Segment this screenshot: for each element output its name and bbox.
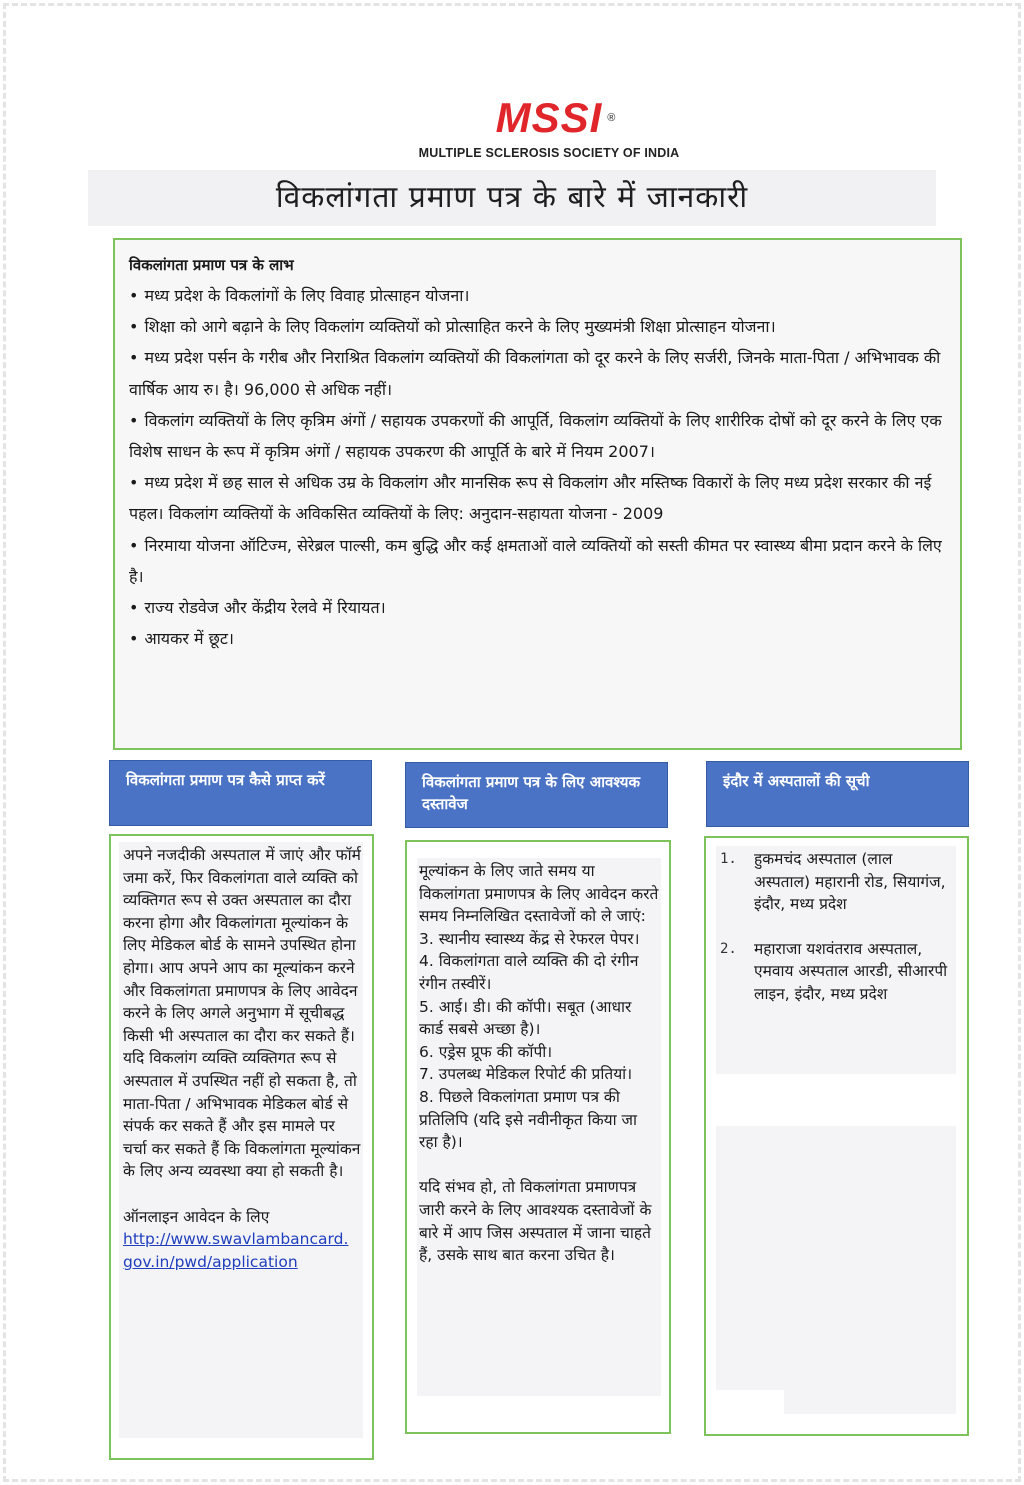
hospital-name: महाराजा यशवंतराव अस्पताल, एमवाय अस्पताल आरडी, सीआरपी लाइन, इंदौर, मध्य प्रदेश: [754, 939, 948, 1003]
online-apply-label: ऑनलाइन आवेदन के लिए: [123, 1207, 270, 1226]
list-item: • निरमाया योजना ऑटिज्म, सेरेब्रल पाल्सी, कम बुद्धि और कई क्षमताओं वाले व्यक्तियों को सस्ती कीमत पर स्वास्थ्य बीमा प्रदान करने के लिए है।: [129, 535, 942, 586]
benefits-heading: विकलांगता प्रमाण पत्र के लाभ: [129, 256, 294, 274]
benefits-box: [113, 238, 962, 750]
list-item: • मध्य प्रदेश के विकलांगों के लिए विवाह प्रोत्साहन योजना।: [129, 286, 470, 305]
registered-mark: ®: [607, 112, 617, 124]
how-to-content: [123, 844, 363, 1273]
documents-content: [419, 860, 659, 1267]
documents-closing: यदि संभव हो, तो विकलांगता प्रमाणपत्र जारी करने के लिए आवश्यक दस्तावेजों के बारे में आप जिस अस्पताल में जाना चाहते हैं, उसके साथ बात करना उचित है।: [419, 1178, 652, 1265]
mssi-logo: [404, 96, 694, 166]
list-item: • आयकर में छूट।: [129, 629, 234, 649]
hospitals-empty-panel: [716, 1126, 956, 1390]
document-item: 5. आई। डी। की कॉपी। सबूत (आधार कार्ड सबसे अच्छा है)।: [419, 997, 632, 1039]
hospitals-box: [704, 836, 969, 1436]
logo-mark: MSSI ®: [495, 94, 617, 141]
benefits-list: [129, 280, 946, 654]
list-item: • मध्य प्रदेश में छह साल से अधिक उम्र के विकलांग और मानसिक रूप से विकलांग और मस्तिष्क विकारों के लिए मध्य प्रदेश सरकार की नई पहल। विकलांग व्यक्तियों के अविकसित व्यक्तियों के लिए: अनुदान-सहायता योजना - 2009: [129, 473, 932, 524]
document-item: 8. पिछले विकलांगता प्रमाण पत्र की प्रतिलिपि (यदि इसे नवीनीकृत किया जा रहा है)।: [419, 1087, 638, 1152]
list-item: • शिक्षा को आगे बढ़ाने के लिए विकलांग व्यक्तियों को प्रोत्साहित करने के लिए मुख्यमंत्री शिक्षा प्रोत्साहन योजना।: [129, 317, 776, 337]
how-to-body: अपने नजदीकी अस्पताल में जाएं और फॉर्म जमा करें, फिर विकलांगता वाले व्यक्ति को व्यक्तिगत रूप से उक्त अस्पताल का दौरा करना होगा और विकलांगता मूल्यांकन के लिए मेडिकल बोर्ड के सामने उपस्थित होना होगा। आप अपने आप का मूल्यांकन करने और विकलांगता प्रमाणपत्र के लिए आवेदन करने के लिए अगले अनुभाग में सूचीबद्ध किसी भी अस्पताल का दौरा कर सकते हैं। यदि विकलांग व्यक्ति व्यक्तिगत रूप से अस्पताल में उपस्थित नहीं हो सकता है, तो माता-पिता / अभिभावक मेडिकल बोर्ड से संपर्क कर सकते हैं और इस मामले पर चर्चा कर सकते हैं कि विकलांगता मूल्यांकन के लिए अन्य व्यवस्था क्या हो सकती है।: [123, 846, 361, 1181]
page-title: विकलांगता प्रमाण पत्र के बारे में जानकारी: [275, 180, 749, 215]
application-link[interactable]: http://www.swavlambancard. gov.in/pwd/application: [123, 1230, 349, 1271]
logo-tagline: MULTIPLE SCLEROSIS SOCIETY OF INDIA: [418, 146, 680, 160]
how-to-box: [109, 834, 374, 1460]
list-item: • मध्य प्रदेश पर्सन के गरीब और निराश्रित विकलांग व्यक्तियों की विकलांगता को दूर करने के लिए सर्जरी, जिनके माता-पिता / अभिभावक की वार्षिक आय रु। है। 96,000 से अधिक नहीं।: [129, 348, 941, 399]
list-item: 2. महाराजा यशवंतराव अस्पताल, एमवाय अस्पताल आरडी, सीआरपी लाइन, इंदौर, मध्य प्रदेश: [720, 938, 952, 1006]
hospital-list: [720, 848, 952, 1028]
document-item: 6. एड्रेस प्रूफ की कॉपी।: [419, 1042, 553, 1061]
documents-header: विकलांगता प्रमाण पत्र के लिए आवश्यक दस्तावेज: [405, 762, 668, 828]
hospital-name: हुकमचंद अस्पताल (लाल अस्पताल) महारानी रोड, सियागंज, इंदौर, मध्य प्रदेश: [754, 850, 946, 914]
documents-intro: मूल्यांकन के लिए जाते समय या विकलांगता प्रमाणपत्र के लिए आवेदन करते समय निम्नलिखित दस्तावेजों को ले जाएं:: [419, 862, 659, 926]
hospitals-empty-panel-tail: [784, 1390, 956, 1414]
list-item: • राज्य रोडवेज और केंद्रीय रेलवे में रियायत।: [129, 598, 386, 618]
documents-box: [405, 840, 671, 1434]
list-item: 1. हुकमचंद अस्पताल (लाल अस्पताल) महारानी रोड, सियागंज, इंदौर, मध्य प्रदेश: [720, 848, 952, 916]
title-band: [88, 170, 936, 226]
document-item: 4. विकलांगता वाले व्यक्ति की दो रंगीन रंगीन तस्वीरें।: [419, 952, 639, 993]
hospitals-header: इंदौर में अस्पतालों की सूची: [706, 761, 969, 827]
document-item: 3. स्थानीय स्वास्थ्य केंद्र से रेफरल पेपर।: [419, 929, 640, 948]
list-item: • विकलांग व्यक्तियों के लिए कृत्रिम अंगों / सहायक उपकरणों की आपूर्ति, विकलांग व्यक्तियों के लिए शारीरिक दोषों को दूर करने के लिए एक विशेष साधन के रूप में कृत्रिम अंगों / सहायक उपकरण की आपूर्ति के बारे में नियम 2007।: [129, 410, 942, 462]
document-item: 7. उपलब्ध मेडिकल रिपोर्ट की प्रतियां।: [419, 1065, 633, 1084]
how-to-header: विकलांगता प्रमाण पत्र कैसे प्राप्त करें: [109, 760, 372, 826]
